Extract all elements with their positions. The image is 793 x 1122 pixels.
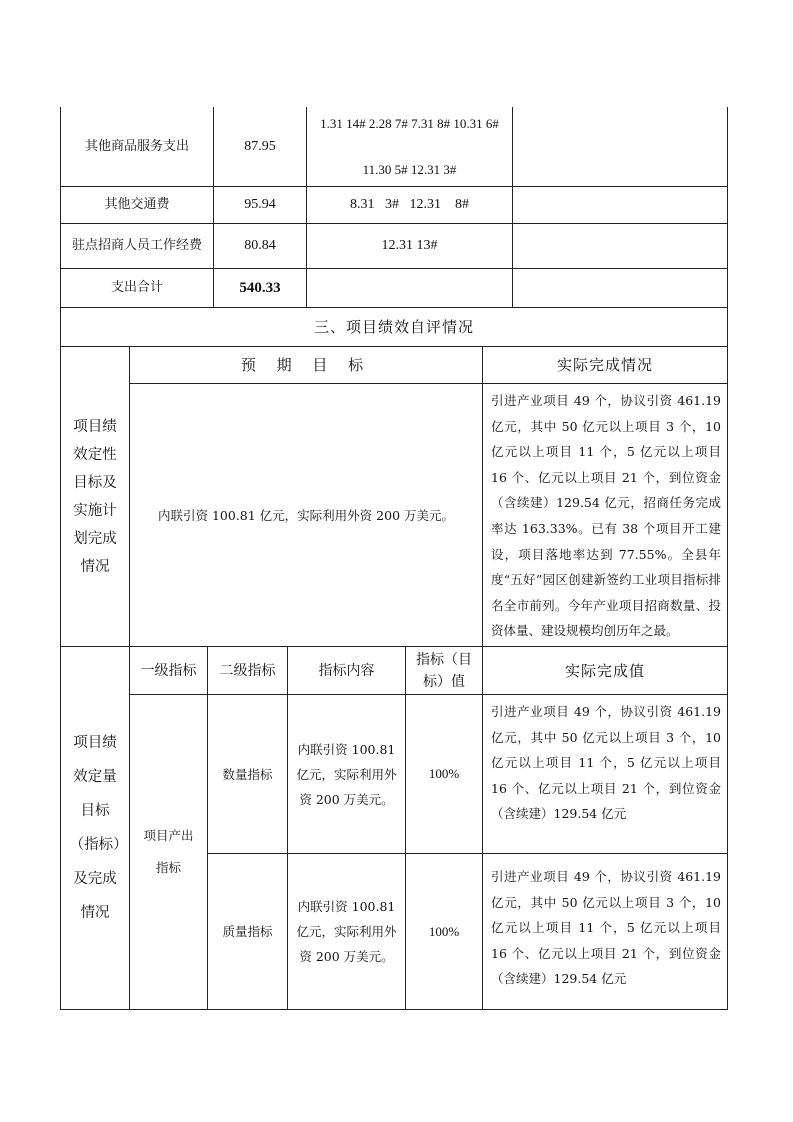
- expense-remark: [513, 269, 727, 307]
- target-header: 指标（目标）值: [416, 651, 472, 690]
- indicator-content: 内联引资 100.81 亿元，实际利用外资 200 万美元。: [296, 899, 397, 964]
- expense-remark: [513, 107, 727, 186]
- qualitative-label: 项目绩效定性目标及实施计划完成情况: [73, 418, 117, 575]
- expense-name: 其他交通费: [104, 197, 170, 212]
- level2-header: 二级指标: [219, 662, 276, 679]
- level1-header: 一级指标: [140, 662, 197, 679]
- actual-value-header: 实际完成值: [564, 661, 645, 680]
- level2-value: 质量指标: [222, 924, 273, 939]
- expense-total-label: 支出合计: [110, 280, 163, 295]
- expense-dates-line: 1.31 14# 2.28 7# 7.31 8# 10.31 6#: [320, 115, 499, 131]
- expense-name: 驻点招商人员工作经费: [71, 238, 202, 253]
- expected-goal-text: 内联引资 100.81 亿元，实际利用外资 200 万美元。: [158, 507, 454, 523]
- expense-dates: 12.31 13#: [381, 238, 438, 253]
- expense-amount: 95.94: [244, 197, 276, 212]
- actual-value-text: 引进产业项目 49 个，协议引资 461.19 亿元，其中 50 亿元以上项目 3 个，10 亿元以上项目 11 个，5 亿元以上项目 16 个、亿元以上项目 21 个，到位资金（含续建）129.54 亿元: [491, 869, 721, 987]
- target-value: 100%: [428, 923, 460, 939]
- expected-goal-header: 预 期 目 标: [240, 356, 372, 374]
- expense-remark: [513, 224, 727, 268]
- expense-dates-line: 11.30 5# 12.31 3#: [362, 161, 457, 177]
- quantitative-label: 项目绩效定量目标（指标）及完成情况: [69, 735, 121, 921]
- expense-total-amount: 540.33: [239, 280, 281, 296]
- target-value: 100%: [428, 766, 460, 781]
- expense-amount: 87.95: [244, 138, 276, 154]
- content-header: 指标内容: [318, 662, 375, 679]
- expense-dates: 8.31 3# 12.31 8#: [350, 197, 469, 212]
- expense-remark: [513, 187, 727, 223]
- table-border-right: [727, 107, 728, 1010]
- level1-value: 项目产出指标: [143, 828, 194, 875]
- indicator-content: 内联引资 100.81 亿元，实际利用外资 200 万美元。: [296, 741, 397, 807]
- expense-dates: [307, 269, 512, 307]
- actual-value-text: 引进产业项目 49 个，协议引资 461.19 亿元，其中 50 亿元以上项目 3 个，10 亿元以上项目 11 个，5 亿元以上项目 16 个、亿元以上项目 21 个，到位资金（含续建）129.54 亿元: [491, 704, 721, 822]
- expense-name: 其他商品服务支出: [84, 138, 189, 154]
- actual-completion-text: 引进产业项目 49 个，协议引资 461.19 亿元，其中 50 亿元以上项目 3 个，10 亿元以上项目 11 个，5 亿元以上项目 16 个、亿元以上项目 21 个，到位资金（含续建）129.54 亿元，招商任务完成率达 163.33%。已有 38 个项目开工建设，项目落地率达到 77.55%。全县年度“五好”园区创建新签约工业项目指标排名全市前列。今年产业项目招商数量、投资体量、建设规模均创历年之最。: [491, 393, 721, 639]
- expense-dates: [307, 107, 512, 186]
- level2-value: 数量指标: [222, 766, 273, 782]
- actual-completion-header: 实际完成情况: [556, 356, 653, 374]
- section-title: 三、项目绩效自评情况: [313, 318, 474, 336]
- expense-amount: 80.84: [244, 238, 276, 253]
- table-border-bottom: [60, 1009, 728, 1010]
